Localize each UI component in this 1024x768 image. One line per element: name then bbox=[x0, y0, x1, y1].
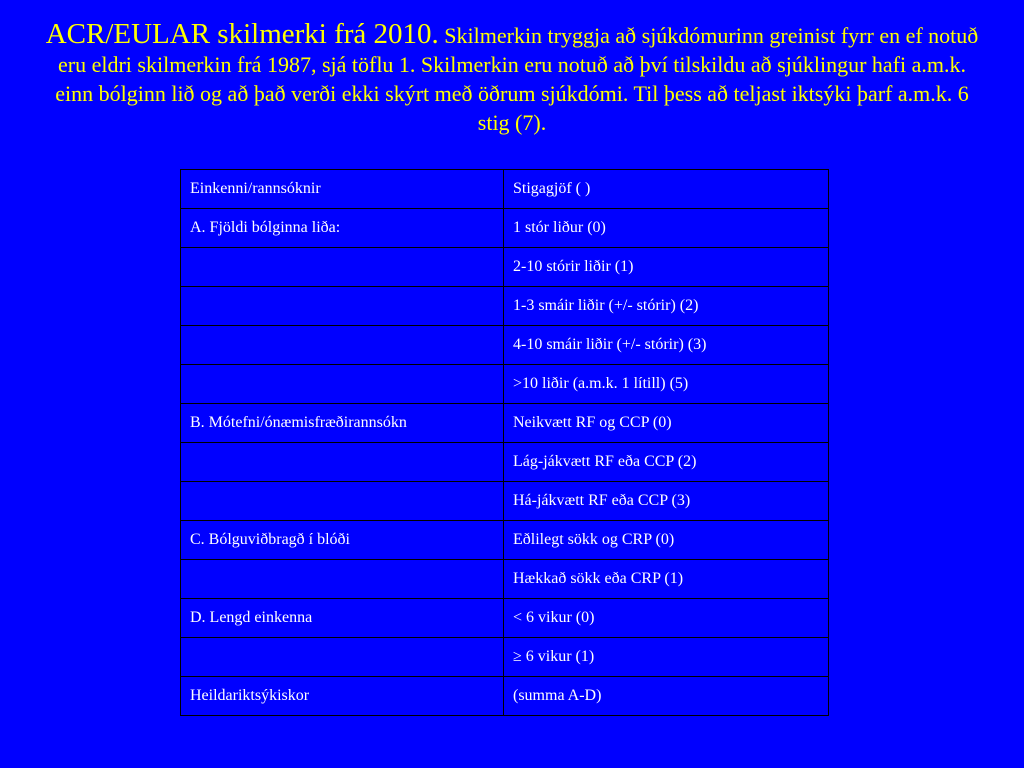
table-row bbox=[181, 521, 829, 560]
table-row bbox=[181, 404, 829, 443]
criterion-cell bbox=[181, 482, 504, 521]
score-cell: Lág-jákvætt RF eða CCP (2) bbox=[504, 443, 829, 482]
table-row bbox=[181, 248, 829, 287]
table-row bbox=[181, 443, 829, 482]
criterion-cell: B. Mótefni/ónæmisfræðirannsókn bbox=[181, 404, 504, 443]
table-row bbox=[181, 287, 829, 326]
score-cell: Neikvætt RF og CCP (0) bbox=[504, 404, 829, 443]
criterion-cell bbox=[181, 326, 504, 365]
slide-title: ACR/EULAR skilmerki frá 2010. bbox=[45, 18, 439, 50]
criterion-cell bbox=[181, 638, 504, 677]
score-cell: ≥ 6 vikur (1) bbox=[504, 638, 829, 677]
score-cell: (summa A-D) bbox=[504, 677, 829, 716]
criterion-cell: C. Bólguviðbragð í blóði bbox=[181, 521, 504, 560]
score-cell: 4-10 smáir liðir (+/- stórir) (3) bbox=[504, 326, 829, 365]
score-cell: Eðlilegt sökk og CRP (0) bbox=[504, 521, 829, 560]
criterion-cell bbox=[181, 443, 504, 482]
criterion-cell: D. Lengd einkenna bbox=[181, 599, 504, 638]
score-cell: 1 stór liður (0) bbox=[504, 209, 829, 248]
slide-description: Skilmerkin tryggja að sjúkdómurinn greinist fyrr en ef notuð eru eldri skilmerkin frá 1987, sjá töflu 1. Skilmerkin eru notuð að því tilskildu að sjúklingur hafi a.m.k. einn bólginn lið og að það verði ekki skýrt með öðrum sjúkdómi. Til þess að teljast iktsýki þarf a.m.k. 6 stig (7). bbox=[55, 23, 979, 135]
table-row bbox=[181, 560, 829, 599]
table-row bbox=[181, 482, 829, 521]
table-row bbox=[181, 209, 829, 248]
criterion-cell bbox=[181, 365, 504, 404]
criterion-cell: Heildariktsýkiskor bbox=[181, 677, 504, 716]
score-cell: 1-3 smáir liðir (+/- stórir) (2) bbox=[504, 287, 829, 326]
score-cell: 2-10 stórir liðir (1) bbox=[504, 248, 829, 287]
table-row bbox=[181, 599, 829, 638]
table-row bbox=[181, 677, 829, 716]
criterion-cell bbox=[181, 248, 504, 287]
score-cell: Há-jákvætt RF eða CCP (3) bbox=[504, 482, 829, 521]
table-row bbox=[181, 365, 829, 404]
criterion-cell bbox=[181, 287, 504, 326]
table-header-row bbox=[181, 170, 829, 209]
slide-heading bbox=[40, 20, 984, 137]
header-cell-criteria: Einkenni/rannsóknir bbox=[181, 170, 504, 209]
table-row bbox=[181, 638, 829, 677]
criterion-cell: A. Fjöldi bólginna liða: bbox=[181, 209, 504, 248]
score-cell: >10 liðir (a.m.k. 1 lítill) (5) bbox=[504, 365, 829, 404]
score-cell: Hækkað sökk eða CRP (1) bbox=[504, 560, 829, 599]
table-row bbox=[181, 326, 829, 365]
header-cell-scoring: Stigagjöf ( ) bbox=[504, 170, 829, 209]
score-cell: < 6 vikur (0) bbox=[504, 599, 829, 638]
criteria-table bbox=[180, 169, 829, 716]
criterion-cell bbox=[181, 560, 504, 599]
